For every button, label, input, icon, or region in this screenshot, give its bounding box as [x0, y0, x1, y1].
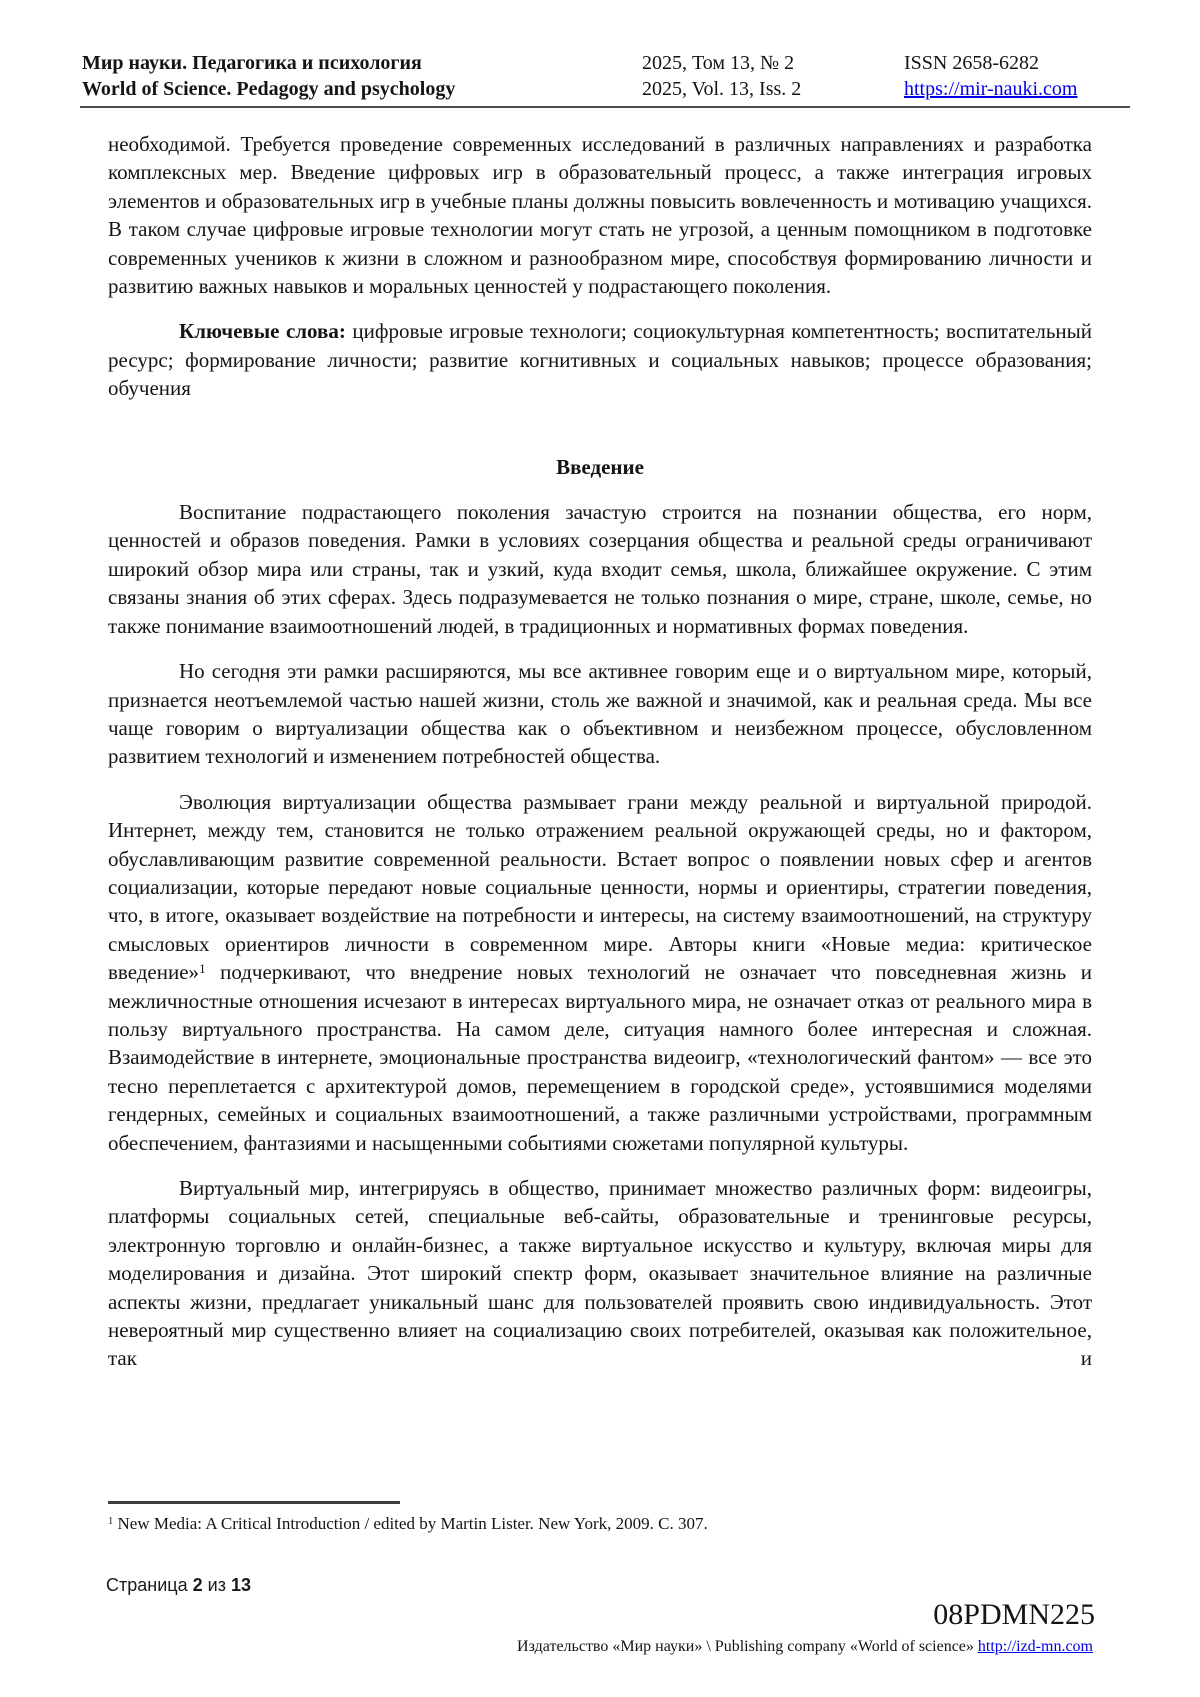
issn-block: [904, 50, 1077, 102]
footnote-citation: New Media: A Critical Introduction / edited by Martin Lister. New York, 2009. C. 307.: [117, 1514, 708, 1533]
page-number-label: Страница: [106, 1575, 188, 1595]
header-divider: [80, 106, 1130, 108]
page-number-separator: из: [207, 1575, 226, 1595]
document-code: 08PDMN225: [933, 1598, 1095, 1631]
issue-info-en: 2025, Vol. 13, Iss. 2: [642, 78, 802, 100]
keywords-paragraph: [108, 317, 1092, 402]
keywords-text: цифровые игровые технологи; социокультурная компетентность; воспитательный ресурс; формирование личности; развитие когнитивных и социальных навыков; процессе образования; обучения: [108, 319, 1092, 401]
publisher-site-link[interactable]: http://izd-mn.com: [977, 1638, 1093, 1655]
journal-title-ru: Мир науки. Педагогика и психология: [82, 52, 422, 74]
intro-paragraph-3-text: Эволюция виртуализации общества размывает грани между реальной и виртуальной природой. Интернет, между тем, становится не только отражением реальной окружающей среды, но и фактором, обуславливающим развитие современной реальности. Встает вопрос о появлении новых сфер и агентов социализации, которые передают новые социальные ценности, нормы и ориентиры, стратегии поведения, что, в итоге, оказывает воздействие на потребности и интересы, на систему взаимоотношений, на структуру смысловых ориентиров личности в современном мире. Авторы книги «Новые медиа: критическое введение»: [108, 789, 1092, 985]
section-heading-introduction: Введение: [556, 454, 644, 479]
issue-info: [642, 50, 801, 102]
footnote-separator: [108, 1501, 400, 1504]
journal-title-en: World of Science. Pedagogy and psychology: [82, 78, 456, 100]
issue-info-ru: 2025, Том 13, № 2: [642, 52, 795, 74]
journal-site-link[interactable]: https://mir-nauki.com: [904, 78, 1078, 100]
intro-paragraph-2: Но сегодня эти рамки расширяются, мы все активнее говорим еще и о виртуальном мире, который, признается неотъемлемой частью нашей жизни, столь же важной и значимой, как и реальная среда. Мы все чаще говорим о виртуализации общества как о объективном и неизбежном процессе, обусловленном развитием технологий и изменением потребностей общества.: [108, 659, 1092, 769]
footnote-area: [108, 1501, 1092, 1535]
keywords-label: Ключевые слова:: [179, 319, 346, 344]
page-number-total: 13: [230, 1575, 251, 1595]
intro-paragraph-1: Воспитание подрастающего поколения зачастую строится на познании общества, его норм, ценностей и образов поведения. Рамки в условиях созерцания общества и реальной среды ограничивают широкий обзор мира или страны, так и узкий, куда входит семья, школа, ближайшее окружение. С этим связаны знания об этих сферах. Здесь подразумевается не только познания о мире, стране, школе, семье, но также понимание взаимоотношений людей, в традиционных и нормативных формах поведения.: [108, 500, 1092, 638]
intro-paragraph-4: Виртуальный мир, интегрируясь в общество, принимает множество различных форм: видеоигры, платформы социальных сетей, специальные веб-сайты, образовательные и тренинговые ресурсы, электронную торговлю и онлайн-бизнес, а также виртуальное искусство и культуру, включая миры для моделирования и дизайна. Этот широкий спектр форм, оказывает значительное влияние на различные аспекты жизни, предлагает уникальный шанс для пользователей проявить свою индивидуальность. Этот невероятный мир существенно влияет на социализацию своих потребителей, оказывая как положительное, так и: [108, 1176, 1092, 1371]
issn-number: ISSN 2658-6282: [904, 52, 1040, 74]
intro-paragraph-3-text-cont: подчеркивают, что внедрение новых технологий не означает что повседневная жизнь и межличностные отношения исчезают в интересах виртуального мира, не означает отказ от реального мира в пользу виртуального пространства. На самом деле, ситуация намного более интересная и сложная. Взаимодействие в интернете, эмоциональные пространства видеоигр, «технологический фантом» — все это тесно переплетается с архитектурой домов, перемещением в городской среде», устоявшимися моделями гендерных, семейных и социальных взаимоотношений, а также различными устройствами, программным обеспечением, фантазиями и насыщенными событиями сюжетами популярной культуры.: [108, 960, 1092, 1155]
footnote-marker: 1: [108, 1516, 114, 1528]
article-body: [108, 130, 1092, 1390]
page-number-current: 2: [192, 1575, 203, 1595]
intro-paragraph-3: [108, 788, 1092, 1157]
journal-titles: [82, 50, 455, 102]
abstract-continuation-paragraph: необходимой. Требуется проведение современных исследований в различных направлениях и разработка комплексных мер. Введение цифровых игр в образовательный процесс, а также интеграция игровых элементов и образовательных игр в учебные планы должны повысить вовлеченность и мотивацию учащихся. В таком случае цифровые игровые технологии могут стать не угрозой, а ценным помощником в подготовке современных учеников к жизни в сложном и разнообразном мире, способствуя формированию личности и развитию важных навыков и моральных ценностей у подрастающего поколения.: [108, 132, 1092, 299]
journal-header: [82, 50, 1132, 104]
footnote-line: [108, 1512, 1092, 1535]
publisher-line: [517, 1637, 1093, 1657]
publisher-text: Издательство «Мир науки» \ Publishing company «World of science»: [517, 1638, 974, 1655]
page-number: [106, 1575, 251, 1596]
footnote-reference: 1: [199, 961, 206, 977]
